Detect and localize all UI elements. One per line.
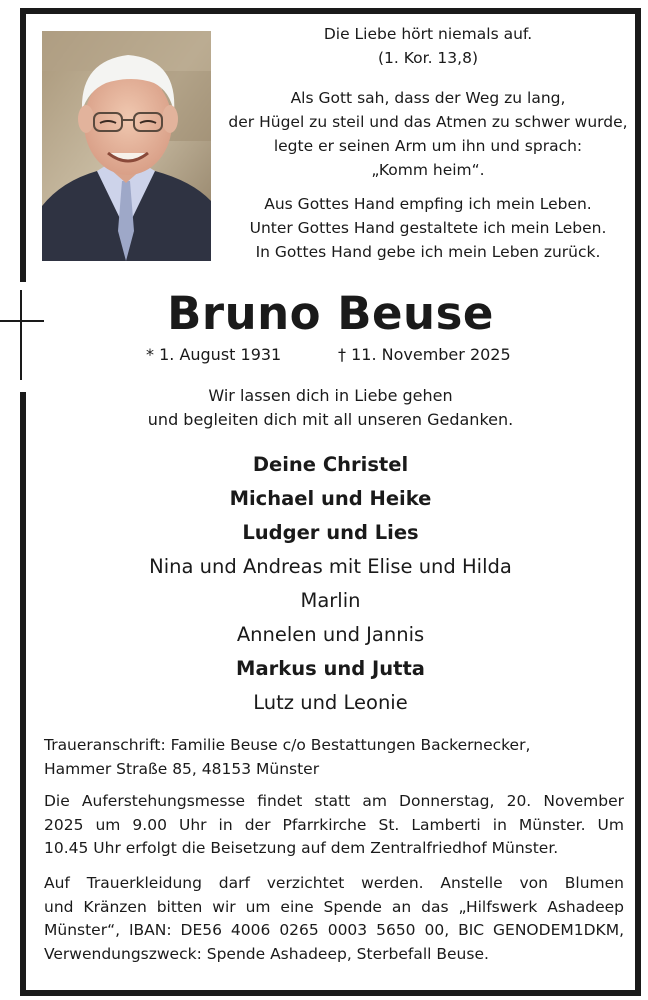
quote-line: Die Liebe hört niemals auf.: [323, 25, 533, 43]
service-line: 10.45 Uhr erfolgt die Beisetzung auf dem Zentralfriedhof Münster.: [44, 839, 559, 857]
family-list: [26, 448, 635, 720]
donation-line: und Kränzen bitten wir um eine Spende an das „Hilfswerk Ashadeep: [44, 897, 624, 916]
hands-line: Aus Gottes Hand empfing ich mein Leben.: [264, 195, 592, 213]
frame-left-border-upper: [20, 8, 26, 282]
death-date: † 11. November 2025: [338, 345, 511, 364]
farewell-line: und begleiten dich mit all unseren Gedanken.: [147, 410, 514, 429]
family-member: Lutz und Leonie: [253, 691, 408, 714]
farewell-text: [26, 384, 635, 432]
family-member: Nina und Andreas mit Elise und Hilda: [149, 555, 512, 578]
bible-quote: [216, 22, 640, 70]
donation-line: Münster“, IBAN: DE56 4006 0265 0003 5650 00, BIC GENODEM1DKM,: [44, 921, 624, 939]
frame-bottom-border: [20, 990, 641, 996]
portrait-illustration: [42, 31, 211, 261]
hands-line: In Gottes Hand gebe ich mein Leben zurück.: [255, 243, 601, 261]
service-line: 2025 um 9.00 Uhr in der Pfarrkirche St. Lamberti in Münster. Um: [44, 815, 624, 834]
poem-line: legte er seinen Arm um ihn und sprach:: [273, 137, 583, 155]
poem: [216, 86, 640, 182]
birth-date: * 1. August 1931: [146, 345, 282, 364]
family-member: Ludger und Lies: [242, 521, 419, 544]
donation-request: [44, 872, 624, 966]
donation-line: Verwendungszweck: Spende Ashadeep, Sterbefall Beuse.: [44, 944, 489, 963]
mourning-address: [44, 734, 624, 781]
service-details: [44, 790, 624, 861]
family-member: Michael und Heike: [229, 487, 432, 510]
family-member: Annelen und Jannis: [236, 623, 425, 646]
poem-line: Als Gott sah, dass der Weg zu lang,: [290, 89, 566, 107]
family-member: Marlin: [300, 589, 361, 612]
poem-line: „Komm heim“.: [371, 161, 485, 179]
hands-line: Unter Gottes Hand gestaltete ich mein Leben.: [249, 219, 607, 237]
frame-top-border: [20, 8, 641, 14]
poem-line: der Hügel zu steil und das Atmen zu schwer wurde,: [228, 113, 628, 131]
address-line: Traueranschrift: Familie Beuse c/o Bestattungen Backernecker,: [44, 736, 531, 754]
hands-verse: [216, 192, 640, 264]
address-line: Hammer Straße 85, 48153 Münster: [44, 759, 320, 778]
cross-icon-vertical: [20, 290, 22, 380]
family-member: Deine Christel: [252, 453, 409, 476]
quote-reference: (1. Kor. 13,8): [377, 49, 478, 67]
donation-line: Auf Trauerkleidung darf verzichtet werden. Anstelle von Blumen: [44, 874, 624, 892]
deceased-name: Bruno Beuse: [167, 287, 494, 340]
family-member: Markus und Jutta: [236, 657, 425, 680]
portrait-photo: [42, 31, 211, 261]
farewell-line: Wir lassen dich in Liebe gehen: [208, 386, 453, 405]
service-line: Die Auferstehungsmesse findet statt am Donnerstag, 20. November: [44, 792, 624, 810]
